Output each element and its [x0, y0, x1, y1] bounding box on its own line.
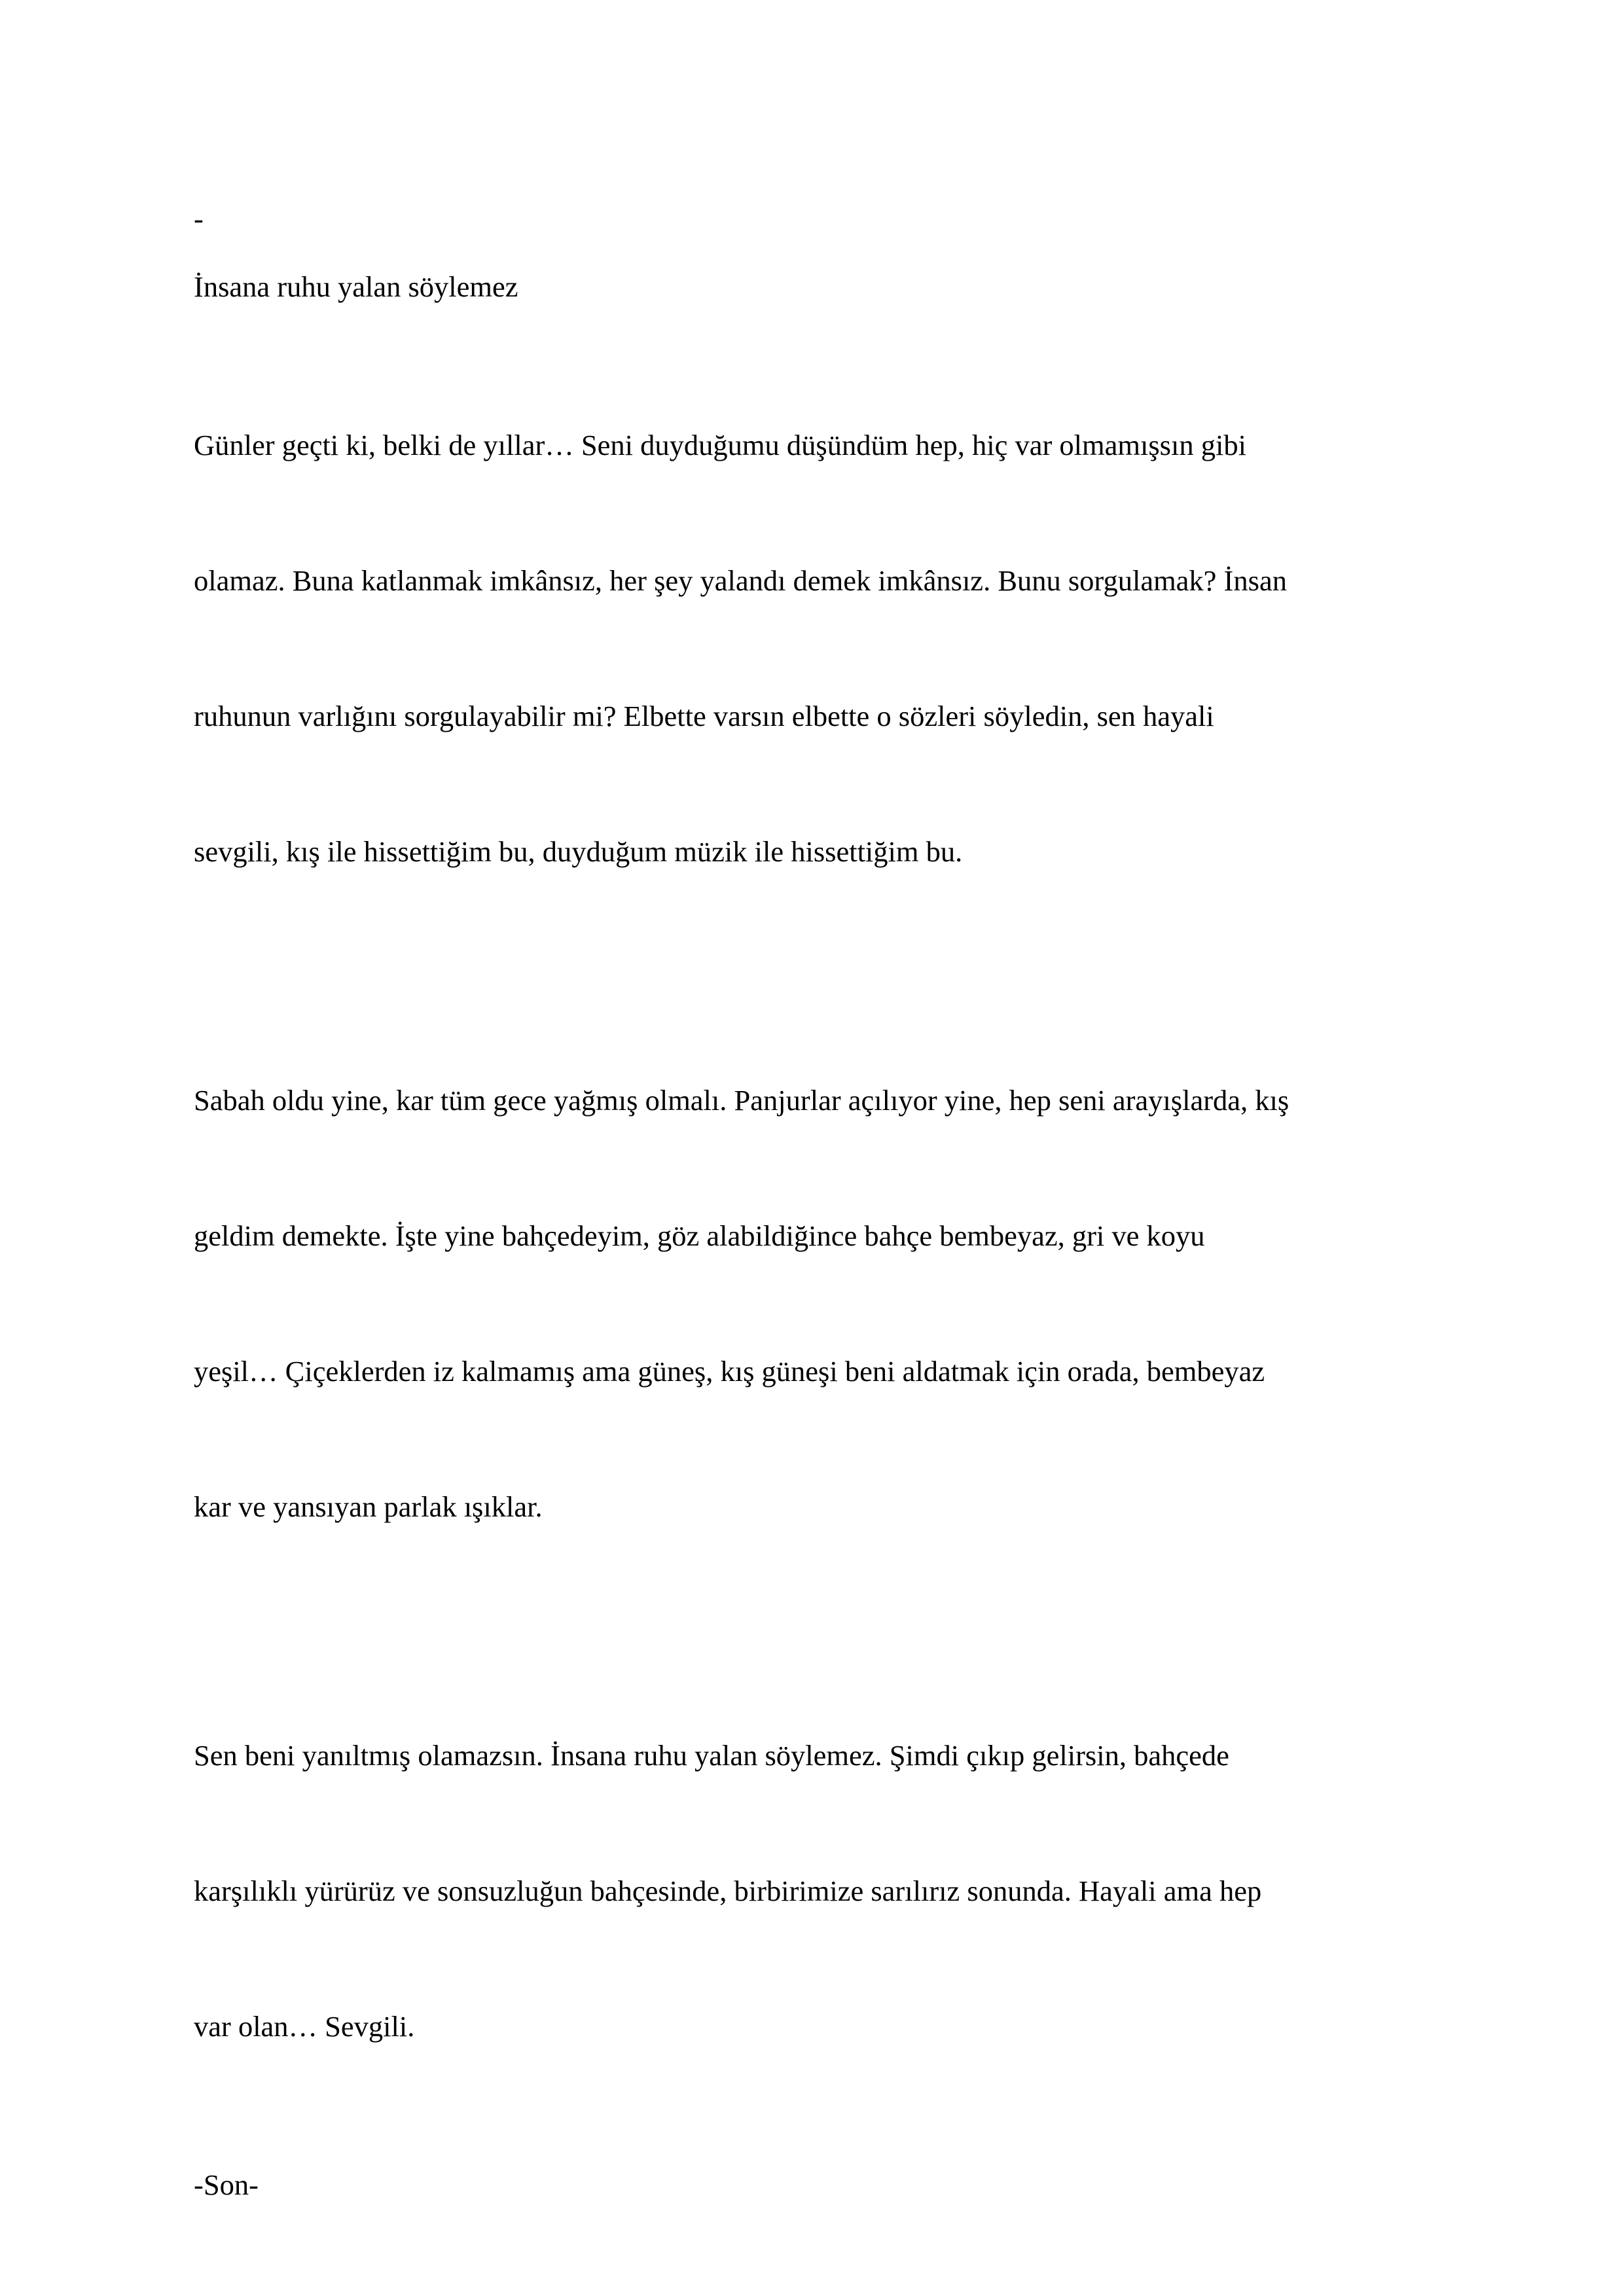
- paragraph-line: ruhunun varlığını sorgulayabilir mi? Elbette varsın elbette o sözleri söyledin, sen hayali: [194, 700, 1214, 732]
- paragraph-line: Sabah oldu yine, kar tüm gece yağmış olmalı. Panjurlar açılıyor yine, hep seni arayışlarda, kış: [194, 1084, 1290, 1117]
- paragraph-line: geldim demekte. İşte yine bahçedeyim, göz alabildiğince bahçe bembeyaz, gri ve koyu: [194, 1219, 1205, 1252]
- paragraph-line: yeşil… Çiçeklerden iz kalmamış ama güneş, kış güneşi beni aldatmak için orada, bembeyaz: [194, 1355, 1265, 1388]
- paragraph-3: [194, 1643, 1445, 2140]
- ending-mark: -Son-: [194, 2168, 259, 2201]
- paragraph-line: Günler geçti ki, belki de yıllar… Seni duyduğumu düşündüm hep, hiç var olmamışsın gibi: [194, 429, 1246, 461]
- paragraph-line: Sen beni yanıltmış olamazsın. İnsana ruhu yalan söylemez. Şimdi çıkıp gelirsin, bahçede: [194, 1739, 1229, 1772]
- document-title: İnsana ruhu yalan söylemez: [194, 270, 518, 303]
- paragraph-2: [194, 988, 1445, 1620]
- paragraph-line: karşılıklı yürürüz ve sonsuzluğun bahçesinde, birbirimize sarılırız sonunda. Hayali ama hep: [194, 1874, 1262, 1907]
- document-body: [194, 196, 1445, 2231]
- paragraph-line: kar ve yansıyan parlak ışıklar.: [194, 1490, 543, 1523]
- paragraph-1: [194, 332, 1445, 965]
- paragraph-line: sevgili, kış ile hissettiğim bu, duyduğum müzik ile hissettiğim bu.: [194, 835, 963, 868]
- paragraph-line: var olan… Sevgili.: [194, 2010, 415, 2043]
- paragraph-line: olamaz. Buna katlanmak imkânsız, her şey yalandı demek imkânsız. Bunu sorgulamak? İnsan: [194, 564, 1287, 597]
- leading-dash: -: [194, 202, 204, 235]
